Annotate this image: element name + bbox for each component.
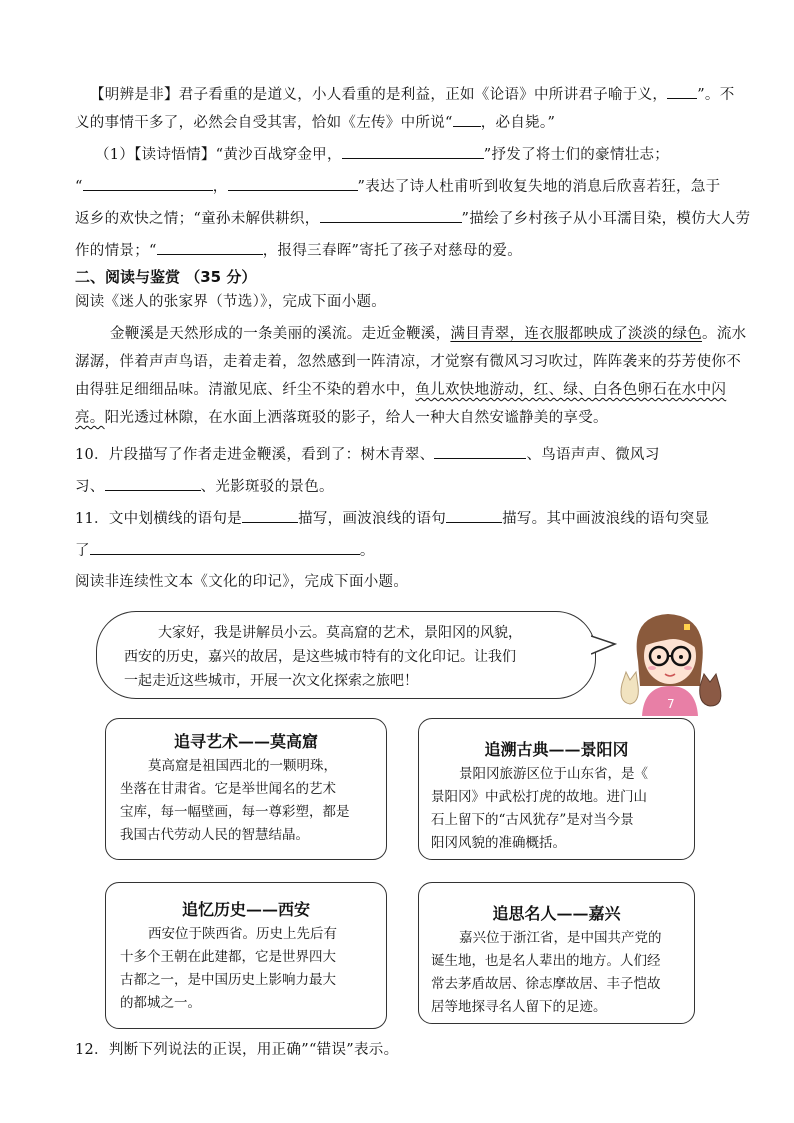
card-line: 宝库，每一幅壁画，每一尊彩塑，都是 xyxy=(120,804,350,820)
question-11-cont: 了 。 xyxy=(75,540,755,561)
section-title: 二、阅读与鉴赏 （35 分） xyxy=(75,268,257,286)
answer-blank[interactable] xyxy=(342,144,484,159)
answer-blank[interactable] xyxy=(228,176,358,191)
question-11: 11．文中划横线的语句是 描写，画波浪线的语句 描写。其中画波浪线的语句突显 xyxy=(75,508,755,529)
card-line: 景阳冈》中武松打虎的故地。进门山 xyxy=(431,789,647,805)
passage-line: 亮。阳光透过林隙，在水面上洒落斑驳的影子，给人一种大自然安谧静美的享受。 xyxy=(75,410,608,426)
card-title: 追溯古典——景阳冈 xyxy=(484,740,629,759)
question-10: 10．片段描写了作者走进金鞭溪，看到了：树木青翠、 、鸟语声声、微风习 xyxy=(75,444,755,465)
card-line: 石上留下的“古风犹存”是对当今景 xyxy=(431,812,634,828)
bubble-line: 西安的历史，嘉兴的故居，是这些城市特有的文化印记。让我们 xyxy=(124,649,516,665)
text-line: 【明辨是非】君子看重的是道义，小人看重的是利益，正如《论语》中所讲君子喻于义， ”。不 xyxy=(90,84,770,105)
answer-blank[interactable] xyxy=(83,176,213,191)
card-line: 阳冈风貌的准确概括。 xyxy=(431,835,566,851)
passage-line: 由得驻足细细品味。清澈见底、纤尘不染的碧水中，鱼儿欢快地游动，红、绿、白各色卵石在水中闪 xyxy=(75,382,727,398)
card-mogao xyxy=(105,718,387,860)
card-title: 追思名人——嘉兴 xyxy=(492,904,621,923)
reading-intro: 阅读非连续性文本《文化的印记》，完成下面小题。 xyxy=(75,574,409,590)
answer-blank[interactable] xyxy=(242,508,298,523)
card-jingyanggang xyxy=(418,718,695,860)
card-line: 十多个王朝在此建都，它是世界四大 xyxy=(120,949,336,965)
wavy-underlined-sentence: 鱼儿欢快地游动，红、绿、白各色卵石在水中闪 xyxy=(415,382,727,398)
answer-blank[interactable] xyxy=(434,444,526,459)
answer-blank[interactable] xyxy=(446,508,502,523)
card-line: 西安位于陕西省。历史上先后有 xyxy=(148,926,337,942)
text-line: 返乡的欢快之情；“童孙未解供耕织， ”描绘了乡村孩子从小耳濡目染，模仿大人劳 xyxy=(75,208,755,229)
card-title: 追忆历史——西安 xyxy=(181,900,310,919)
card-xian xyxy=(105,882,387,1029)
card-line: 莫高窟是祖国西北的一颗明珠， xyxy=(148,758,337,774)
card-line: 常去茅盾故居、徐志摩故居、丰子恺故 xyxy=(431,976,661,992)
bubble-line: 一起走近这些城市，开展一次文化探索之旅吧！ xyxy=(124,673,418,689)
text-line: 作的情景；“ ，报得三春晖”寄托了孩子对慈母的爱。 xyxy=(75,240,755,261)
reading-intro: 阅读《迷人的张家界（节选）》，完成下面小题。 xyxy=(75,294,387,310)
card-line: 古都之一，是中国历史上影响力最大 xyxy=(120,972,336,988)
answer-blank[interactable] xyxy=(157,240,263,255)
answer-blank[interactable] xyxy=(453,112,481,127)
answer-blank[interactable] xyxy=(105,476,201,491)
passage-line: 潺潺，伴着声声鸟语，走着走着，忽然感到一阵清凉，才觉察有微风习习吹过，阵阵袭来的芬芳使你不 xyxy=(75,354,741,370)
card-line: 景阳冈旅游区位于山东省，是《 xyxy=(459,766,648,782)
answer-blank[interactable] xyxy=(667,84,697,99)
question-10-cont: 习、 、光影斑驳的景色。 xyxy=(75,476,755,497)
wavy-underlined-sentence: 亮。 xyxy=(75,410,105,426)
card-line: 诞生地，也是名人辈出的地方。人们经 xyxy=(431,953,661,969)
text-line: “ ， ”表达了诗人杜甫听到收复失地的消息后欣喜若狂，急于 xyxy=(75,176,755,197)
passage-line: 金鞭溪是天然形成的一条美丽的溪流。走近金鞭溪，满目青翠，连衣服都映成了淡淡的绿色。流水 xyxy=(110,326,747,342)
question-12: 12．判断下列说法的正误，用正确”“错误”表示。 xyxy=(75,1042,399,1058)
bubble-line: 大家好，我是讲解员小云。莫高窟的艺术，景阳冈的风貌， xyxy=(158,625,522,641)
girl-guide-illustration xyxy=(610,606,730,716)
card-line: 我国古代劳动人民的智慧结晶。 xyxy=(120,827,309,843)
underlined-sentence: 满目青翠，连衣服都映成了淡淡的绿色 xyxy=(450,326,703,342)
card-line: 坐落在甘肃省。它是举世闻名的艺术 xyxy=(120,781,336,797)
text-line: 义的事情干多了，必然会自受其害，恰如《左传》中所说“ ，必自毙。” xyxy=(75,112,755,133)
card-jiaxing xyxy=(418,882,695,1024)
svg-text:7: 7 xyxy=(667,697,675,711)
card-line: 的都城之一。 xyxy=(120,995,201,1011)
text-line: （1）【读诗悟情】“黄沙百战穿金甲， ”抒发了将士们的豪情壮志； xyxy=(95,144,775,165)
answer-blank[interactable] xyxy=(320,208,462,223)
answer-blank[interactable] xyxy=(90,540,360,555)
card-title: 追寻艺术——莫高窟 xyxy=(173,732,318,751)
card-line: 嘉兴位于浙江省，是中国共产党的 xyxy=(459,930,662,946)
card-line: 居等地探寻名人留下的足迹。 xyxy=(431,999,607,1015)
